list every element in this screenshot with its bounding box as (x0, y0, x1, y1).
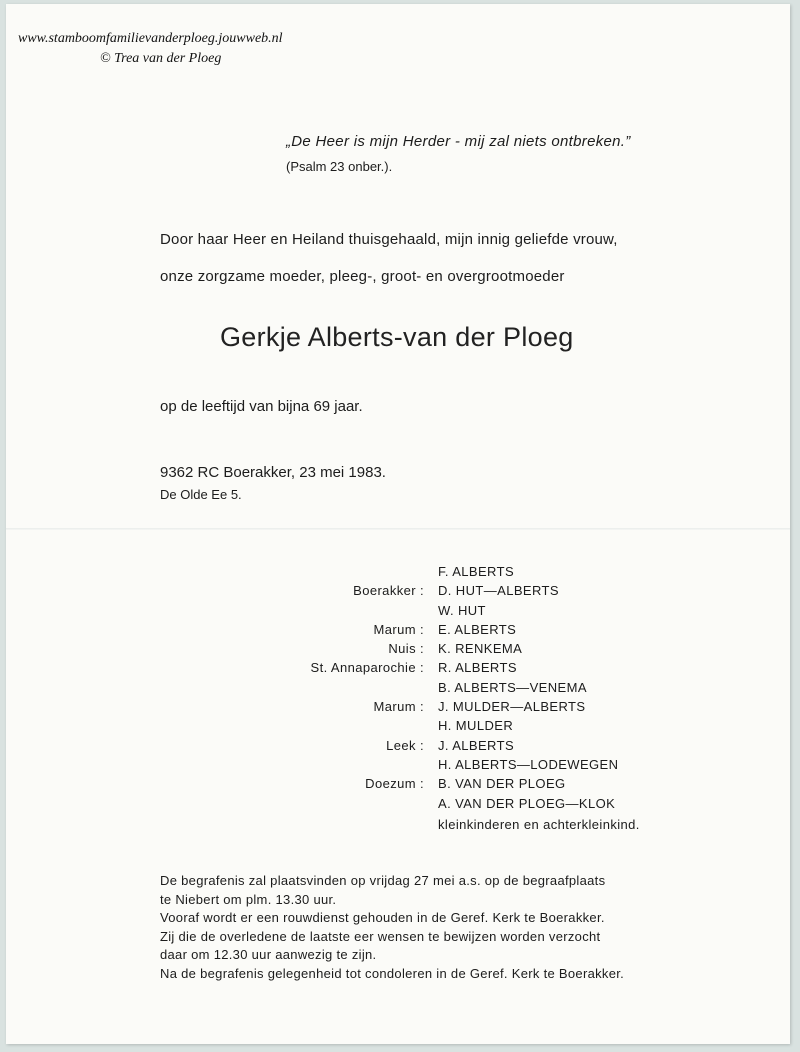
psalm-reference: (Psalm 23 onber.). (286, 159, 393, 174)
family-location: Marum : (373, 621, 424, 637)
paper-fold-line (6, 528, 790, 530)
age-line: op de leeftijd van bijna 69 jaar. (160, 398, 363, 415)
funeral-line: De begrafenis zal plaatsvinden op vrijdag 27 mei a.s. op de begraafplaats (160, 873, 606, 888)
family-member: W. HUT (438, 602, 486, 618)
family-row (200, 794, 720, 813)
family-row (200, 697, 720, 716)
funeral-line: Vooraf wordt er een rouwdienst gehouden in de Geref. Kerk te Boerakker. (160, 910, 605, 926)
family-location: Nuis : (388, 641, 424, 657)
family-member: J. ALBERTS (438, 737, 515, 753)
family-list (200, 562, 720, 834)
funeral-details (160, 872, 720, 984)
family-row (200, 716, 720, 735)
family-member: F. ALBERTS (438, 564, 515, 579)
family-member: D. HUT—ALBERTS (438, 583, 559, 599)
family-row (200, 562, 720, 581)
family-location (200, 755, 438, 774)
watermark-url: www.stamboomfamilievanderploeg.jouwweb.nl (18, 31, 283, 46)
funeral-line: Na de begrafenis gelegenheid tot condoleren in de Geref. Kerk te Boerakker. (160, 965, 625, 981)
family-row (200, 581, 720, 600)
family-row (200, 658, 720, 677)
family-row (200, 601, 720, 620)
family-row (200, 774, 720, 793)
family-member: K. RENKEMA (438, 641, 523, 657)
funeral-line: te Niebert om plm. 13.30 uur. (160, 891, 337, 907)
family-location: Doezum : (365, 776, 424, 792)
grandchildren-line: kleinkinderen en achterkleinkind. (438, 816, 640, 832)
family-location (200, 716, 438, 735)
family-location: St. Annaparochie : (310, 660, 424, 676)
family-row (200, 678, 720, 697)
announcement-line-1: Door haar Heer en Heiland thuisgehaald, mijn innig geliefde vrouw, (160, 231, 618, 248)
family-location (200, 794, 438, 813)
street-address: De Olde Ee 5. (160, 487, 242, 502)
family-member: J. MULDER—ALBERTS (438, 699, 586, 715)
family-row (200, 639, 720, 658)
family-member: R. ALBERTS (438, 660, 517, 676)
family-member: H. ALBERTS—LODEWEGEN (438, 756, 619, 772)
funeral-line: Zij die de overledene de laatste eer wensen te bewijzen worden verzocht (160, 928, 601, 944)
deceased-name: Gerkje Alberts-van der Ploeg (220, 322, 574, 352)
family-member: B. ALBERTS—VENEMA (438, 679, 587, 695)
family-row (200, 736, 720, 755)
family-member: A. VAN DER PLOEG—KLOK (438, 795, 616, 811)
family-location: Leek : (386, 737, 424, 753)
family-member: E. ALBERTS (438, 621, 517, 637)
family-location (200, 678, 438, 697)
family-location: Boerakker : (353, 583, 424, 599)
bible-quote: „De Heer is mijn Herder - mij zal niets ontbreken.” (286, 133, 631, 150)
place-date: 9362 RC Boerakker, 23 mei 1983. (160, 464, 386, 481)
family-location (200, 562, 438, 581)
funeral-line: daar om 12.30 uur aanwezig te zijn. (160, 947, 377, 963)
family-row (200, 755, 720, 774)
family-location (200, 601, 438, 620)
watermark-copyright: © Trea van der Ploeg (100, 51, 222, 66)
family-member: H. MULDER (438, 718, 514, 734)
family-member: B. VAN DER PLOEG (438, 776, 566, 792)
family-location: Marum : (373, 699, 424, 715)
announcement-line-2: onze zorgzame moeder, pleeg-, groot- en overgrootmoeder (160, 268, 565, 285)
family-row (200, 620, 720, 639)
